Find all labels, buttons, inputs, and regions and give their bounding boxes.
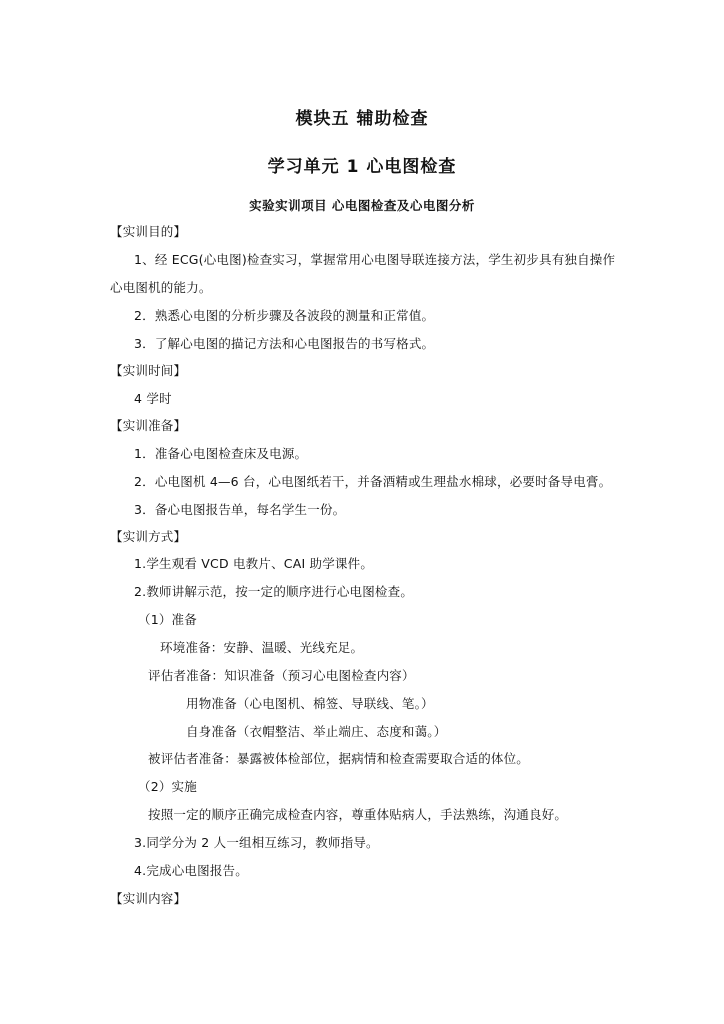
method-supplies: 用物准备（心电图机、棉签、导联线、笔。） bbox=[186, 696, 434, 711]
project-title: 实验实训项目 心电图检查及心电图分析 bbox=[249, 198, 475, 213]
method-sub-2: （2）实施 bbox=[138, 779, 197, 794]
method-item-4: 4.完成心电图报告。 bbox=[134, 863, 248, 878]
purpose-item-1-line-1: 1、经 ECG(心电图)检查实习，掌握常用心电图导联连接方法，学生初步具有独自操作 bbox=[134, 252, 616, 267]
content-heading: 【实训内容】 bbox=[110, 891, 187, 906]
method-env: 环境准备：安静、温暖、光线充足。 bbox=[160, 640, 364, 655]
method-evaluatee: 被评估者准备：暴露被体检部位，据病情和检查需要取合适的体位。 bbox=[148, 751, 530, 766]
prep-heading: 【实训准备】 bbox=[110, 418, 187, 433]
purpose-item-1-line-2: 心电图机的能力。 bbox=[110, 280, 212, 295]
method-item-2: 2.教师讲解示范，按一定的顺序进行心电图检查。 bbox=[134, 584, 414, 599]
purpose-heading: 【实训目的】 bbox=[110, 224, 187, 239]
module-title: 模块五 辅助检查 bbox=[295, 109, 429, 129]
method-evaluator: 评估者准备：知识准备（预习心电图检查内容） bbox=[148, 668, 415, 683]
method-implement: 按照一定的顺序正确完成检查内容，尊重体贴病人，手法熟练，沟通良好。 bbox=[148, 807, 568, 822]
time-heading: 【实训时间】 bbox=[110, 363, 187, 378]
purpose-item-2: 2．熟悉心电图的分析步骤及各波段的测量和正常值。 bbox=[134, 308, 435, 323]
prep-item-1: 1．准备心电图检查床及电源。 bbox=[134, 446, 308, 461]
method-sub-1: （1）准备 bbox=[138, 612, 197, 627]
method-heading: 【实训方式】 bbox=[110, 529, 187, 544]
purpose-item-3: 3．了解心电图的描记方法和心电图报告的书写格式。 bbox=[134, 336, 435, 351]
time-value: 4 学时 bbox=[134, 391, 172, 406]
method-self: 自身准备（衣帽整洁、举止端庄、态度和蔼。） bbox=[186, 724, 447, 739]
prep-item-3: 3．备心电图报告单，每名学生一份。 bbox=[134, 502, 346, 517]
method-item-3: 3.同学分为 2 人一组相互练习，教师指导。 bbox=[134, 835, 379, 850]
unit-title: 学习单元 1 心电图检查 bbox=[267, 157, 457, 177]
prep-item-2: 2．心电图机 4—6 台，心电图纸若干，并备酒精或生理盐水棉球，必要时备导电膏。 bbox=[134, 474, 612, 489]
method-item-1: 1.学生观看 VCD 电教片、CAI 助学课件。 bbox=[134, 556, 374, 571]
